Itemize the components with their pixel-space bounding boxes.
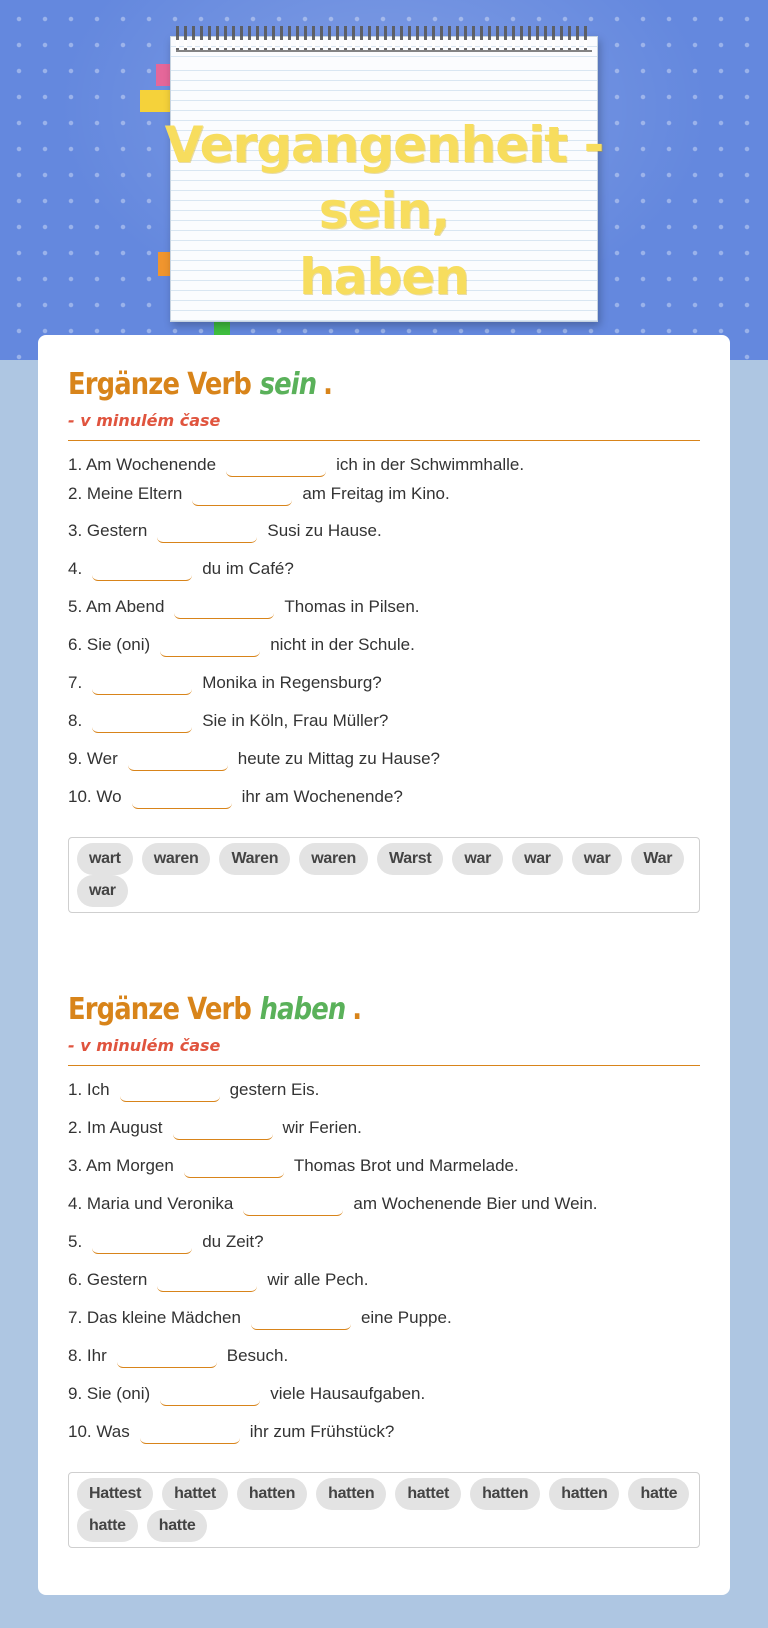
question-text-after: ich in der Schwimmhalle. [336,455,525,474]
question-text-after: Thomas Brot und Marmelade. [293,1156,519,1175]
answer-blank[interactable] [174,595,274,619]
question-text-before: 5. [68,1232,83,1251]
answer-blank[interactable] [160,633,260,657]
answer-blank[interactable] [243,1192,343,1216]
question-row [68,1420,700,1444]
heading-dot: . [323,367,333,402]
yellow-tab [140,90,172,112]
green-tab [214,320,230,336]
question-text-after: eine Puppe. [360,1308,452,1327]
question-text-after: du im Café? [202,559,294,578]
heading-text: Ergänze Verb [68,367,252,402]
answer-blank[interactable] [132,785,232,809]
section-subtitle: - v minulém čase [68,1036,700,1066]
title-line-1: Vergangenheit - sein, [164,116,604,240]
question-text-after: wir alle Pech. [267,1270,369,1289]
question-row [68,519,700,543]
answer-blank[interactable] [120,1078,220,1102]
question-text-before: 6. Gestern [68,1270,148,1289]
section-sein [68,365,700,913]
question-text-before: 8. [68,711,83,730]
answer-blank[interactable] [128,747,228,771]
word-chip[interactable]: Hattest [77,1478,153,1510]
word-chip[interactable]: wart [77,843,133,875]
section-subtitle: - v minulém čase [68,411,700,441]
word-chip[interactable]: hatten [549,1478,619,1510]
answer-blank[interactable] [92,1230,192,1254]
question-row [68,557,700,581]
question-row [68,1078,700,1102]
answer-blank[interactable] [157,1268,257,1292]
question-text-after: Sie in Köln, Frau Müller? [202,711,389,730]
question-text-after: am Freitag im Kino. [302,484,450,503]
word-chip[interactable]: hattet [395,1478,461,1510]
question-text-before: 10. Wo [68,787,122,806]
heading-verb: sein [259,367,317,402]
question-row [68,709,700,733]
question-text-before: 5. Am Abend [68,597,165,616]
word-chip[interactable]: Warst [377,843,443,875]
answer-blank[interactable] [157,519,257,543]
question-row [68,482,700,506]
heading-dot: . [352,992,362,1027]
question-row [68,1230,700,1254]
answer-blank[interactable] [184,1154,284,1178]
question-row [68,1192,700,1216]
question-row [68,785,700,809]
word-chip[interactable]: war [452,843,503,875]
question-row [68,633,700,657]
word-chip[interactable]: war [572,843,623,875]
question-text-before: 9. Sie (oni) [68,1384,151,1403]
section-heading [68,990,612,1030]
question-text-after: Susi zu Hause. [267,521,382,540]
title-line-2: haben [299,248,469,306]
question-row [68,1154,700,1178]
word-bank [68,1472,700,1548]
word-chip[interactable]: war [77,875,128,907]
word-chip[interactable]: hattet [162,1478,228,1510]
question-text-before: 8. Ihr [68,1346,107,1365]
question-row [68,595,700,619]
section-haben [68,990,700,1548]
answer-blank[interactable] [117,1344,217,1368]
answer-blank[interactable] [160,1382,260,1406]
question-text-before: 6. Sie (oni) [68,635,151,654]
question-list [68,453,700,809]
word-chip[interactable]: Waren [219,843,290,875]
question-text-before: 2. Meine Eltern [68,484,183,503]
question-text-after: wir Ferien. [282,1118,362,1137]
answer-blank[interactable] [92,671,192,695]
question-text-after: gestern Eis. [229,1080,320,1099]
worksheet-title [120,112,648,310]
word-chip[interactable]: hatte [147,1510,208,1542]
notebook-spiral-highlight [176,40,592,48]
notebook-spiral [176,26,592,52]
answer-blank[interactable] [92,709,192,733]
word-chip[interactable]: War [631,843,684,875]
answer-blank[interactable] [173,1116,273,1140]
question-text-after: ihr am Wochenende? [241,787,403,806]
question-text-before: 7. Das kleine Mädchen [68,1308,241,1327]
question-text-before: 10. Was [68,1422,130,1441]
answer-blank[interactable] [140,1420,240,1444]
question-text-after: Monika in Regensburg? [202,673,382,692]
section-heading [68,365,612,405]
question-row [68,453,700,477]
question-text-before: 1. Ich [68,1080,110,1099]
question-text-before: 9. Wer [68,749,118,768]
question-row [68,1344,700,1368]
question-text-after: Thomas in Pilsen. [284,597,420,616]
heading-text: Ergänze Verb [68,992,252,1027]
word-chip[interactable]: war [512,843,563,875]
question-row [68,1382,700,1406]
question-text-before: 4. [68,559,83,578]
question-text-after: am Wochenende Bier und Wein. [353,1194,598,1213]
answer-blank[interactable] [192,482,292,506]
question-row [68,1268,700,1292]
word-chip[interactable]: hatte [628,1478,689,1510]
question-row [68,671,700,695]
question-row [68,747,700,771]
question-text-after: heute zu Mittag zu Hause? [237,749,440,768]
word-chip[interactable]: hatten [237,1478,307,1510]
word-chip[interactable]: hatten [470,1478,540,1510]
question-text-after: ihr zum Frühstück? [249,1422,395,1441]
word-chip[interactable]: waren [142,843,211,875]
word-chip[interactable]: hatten [316,1478,386,1510]
question-text-after: viele Hausaufgaben. [270,1384,426,1403]
answer-blank[interactable] [251,1306,351,1330]
worksheet-card [38,335,730,1595]
question-text-after: Besuch. [226,1346,289,1365]
question-list [68,1078,700,1444]
question-text-before: 7. [68,673,83,692]
word-chip[interactable]: hatte [77,1510,138,1542]
heading-verb: haben [259,992,346,1027]
question-text-before: 1. Am Wochenende [68,455,217,474]
question-text-before: 2. Im August [68,1118,163,1137]
question-text-after: du Zeit? [202,1232,264,1251]
question-text-after: nicht in der Schule. [270,635,415,654]
question-row [68,1116,700,1140]
question-text-before: 3. Gestern [68,521,148,540]
question-text-before: 4. Maria und Veronika [68,1194,234,1213]
question-text-before: 3. Am Morgen [68,1156,174,1175]
question-row [68,1306,700,1330]
answer-blank[interactable] [226,453,326,477]
word-bank [68,837,700,913]
answer-blank[interactable] [92,557,192,581]
word-chip[interactable]: waren [299,843,368,875]
